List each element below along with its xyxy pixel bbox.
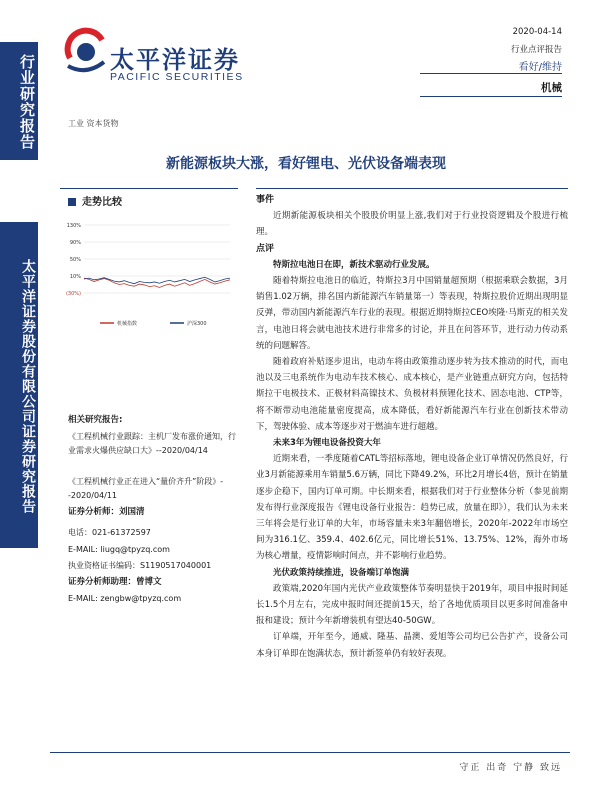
- y-tick-label: 90%: [69, 240, 81, 246]
- header-rule-1: [420, 73, 562, 74]
- bullet-square: [68, 198, 76, 206]
- subheading-pv: 光伏政策持续推进，设备端订单饱满: [273, 567, 410, 578]
- report-title: 新能源板块大涨，看好锂电、光伏设备端表现: [166, 156, 446, 172]
- related-item-2[interactable]: 《工程机械行业正在进入“量价齐升”阶段》--2020/04/11: [68, 477, 224, 500]
- sector: 机械: [541, 82, 562, 94]
- analyst-phone: 电话：021-61372597: [68, 528, 151, 537]
- paragraph-tesla: 随着特斯拉电池日的临近，特斯拉3月中国销量超预期（根据乘联会数据，3月销售1.02万辆，排名国内新能源汽车销量第一）等表现，特斯拉股价近期出现明显反弹，带动国内新能源汽车行业的表现。根据近期特斯拉CEO埃隆·马斯克的相关发言，电池日将会就电池技术进行非常多的讨论，并且在问答环节，进行动力传动系统的问题解答。: [256, 276, 568, 351]
- subheading-lithium: 未来3年为锂电设备投资大年: [273, 438, 381, 449]
- y-tick-label: 10%: [69, 274, 81, 280]
- trend-chart: [60, 215, 238, 335]
- report-date: 2020-04-14: [512, 27, 562, 37]
- logo-text-cn: 太平洋证券: [110, 45, 240, 74]
- header-rule-2: [420, 96, 562, 97]
- y-tick-label: 130%: [66, 223, 81, 229]
- sidebar-bottom-label: 太平洋证券股份有限公司证券研究报告: [20, 258, 36, 514]
- paragraph-lithium: 近期来看，一季度随着CATL等招标落地，锂电设备企业订单情况仍然良好，行业3月新能源乘用车销量5.6万辆，同比下降49.2%，环比2月增长4倍，预计在销量逐步企稳下，国内订单可期。中长期来看，根据我们对于行业整体分析（参见前期发布得行业深度报告《锂电设备行业报告：趋势已成，放量在即》），我们认为未来三年将会是行业订单的大年，市场容量未来3年翻倍增长，2020年-2022年市场空间为316.1亿、359.4、402.6亿元，同比增长51%、13.75%、12%，海外市场为核心增量，疫情影响时间点，并不影响行业趋势。: [256, 454, 568, 562]
- analyst-email[interactable]: E-MAIL: liugq@tpyzq.com: [68, 545, 170, 554]
- paragraph-tech: 随着政府补贴逐步退出，电动车将由政策推动逐步转为技术推动的时代，而电池以及三电系统作为电动车技术核心、成本核心，是产业链重点研究方向，包括特斯拉干电极技术、正极材料高镍技术、负极材料预锂化技术、固态电池、CTP等，将不断带动电池能量密度提高，成本降低，看好新能源汽车行业在创新技术带动下，驾驶体验、成本等逐步对于燃油车进行超越。: [256, 357, 568, 432]
- industry-tag: 工业 资本货物: [68, 119, 119, 128]
- sidebar-top-label: 行业研究报告: [18, 54, 36, 150]
- trend-heading: [68, 193, 122, 208]
- comment-heading: 点评: [256, 243, 275, 254]
- rating: 看好/维持: [518, 62, 562, 73]
- y-tick-label: (30%): [65, 291, 81, 297]
- paragraph-pv-policy: 政策端,2020年国内光伏产业政策整体节奏明显快于2019年，项目申报时间延长1.5个月左右，完成申报时间还提前15天，给了各地优质项目以更多时间准备申报和建设；预计今年新增装机有望达40-50GW。: [256, 583, 568, 627]
- footer-rule: [50, 752, 570, 753]
- related-heading: 相关研究报告:: [68, 415, 123, 425]
- assistant-name: 证券分析师助理：曾博文: [68, 577, 162, 587]
- event-paragraph: 近期新能源板块相关个股股价明显上涨,我们对于行业投资逻辑及个股进行梳理。: [256, 211, 568, 238]
- analyst-cert: 执业资格证书编码：S1190517040001: [68, 561, 212, 570]
- right-rule-top: [256, 188, 568, 189]
- related-item-1[interactable]: 《工程机械行业跟踪：主机厂发布涨价通知，行业需求火爆供应缺口大》--2020/04/14: [68, 432, 236, 455]
- analyst-name: 证券分析师：刘国清: [68, 507, 145, 517]
- y-tick-label: 50%: [69, 257, 81, 263]
- series-line: [84, 277, 230, 283]
- subheading-tesla: 特斯拉电池日在即，新技术驱动行业发展。: [273, 259, 435, 270]
- footer-slogan: 守正 出奇 宁静 致远: [459, 763, 562, 773]
- logo-text-en: PACIFIC SECURITIES: [110, 71, 244, 83]
- assistant-email[interactable]: E-MAIL: zengbw@tpyzq.com: [68, 594, 182, 603]
- legend-label: 沪深300: [187, 321, 207, 327]
- report-body: [256, 192, 568, 662]
- paragraph-pv-orders: 订单端，开年至今，通威、隆基、晶澳、爱旭等公司均已公告扩产，设备公司本身订单即在饱满状态，预计新签单仍有较好表现。: [256, 632, 568, 659]
- report-type: 行业点评报告: [510, 45, 562, 55]
- legend-label: 机械指数: [117, 321, 138, 327]
- trend-heading-text: 走势比较: [82, 197, 122, 208]
- logo-mark: [64, 22, 108, 80]
- left-rule-top: [60, 188, 238, 189]
- event-heading: 事件: [256, 195, 275, 205]
